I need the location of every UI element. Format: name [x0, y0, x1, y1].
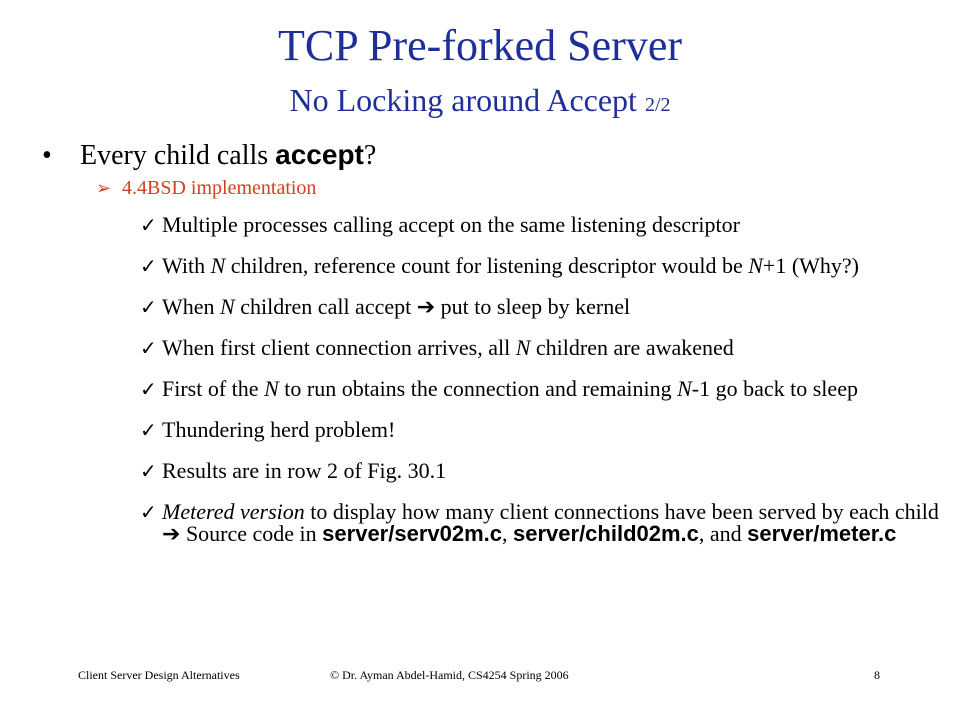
subtitle-part: 2/2 — [644, 94, 671, 116]
bullet-main — [42, 138, 376, 173]
check-list — [140, 214, 950, 564]
checkmark-icon: ✓ — [140, 459, 157, 483]
subtitle-text: No Locking around Accept — [289, 82, 637, 118]
bullet-suffix: ? — [363, 140, 377, 171]
list-item — [140, 255, 950, 277]
list-item — [140, 296, 950, 318]
item-text: With N children, reference count for listening descriptor would be N+1 (Why?) — [162, 253, 859, 278]
checkmark-icon: ✓ — [140, 295, 157, 319]
slide-title: TCP Pre-forked Server — [277, 21, 683, 70]
slide-subtitle — [0, 80, 960, 125]
item-text: When first client connection arrives, all N children are awakened — [162, 335, 734, 360]
checkmark-icon: ✓ — [140, 254, 157, 278]
checkmark-icon: ✓ — [140, 418, 157, 442]
bullet-dot-icon: • — [42, 140, 52, 171]
checkmark-icon: ✓ — [140, 213, 157, 237]
list-item — [140, 214, 950, 236]
list-item — [140, 501, 950, 545]
right-arrow-icon: ➔ — [416, 294, 436, 319]
checkmark-icon: ✓ — [140, 336, 157, 360]
subbullet-label: 4.4BSD implementation — [122, 177, 317, 199]
item-text: When N children call accept ➔ put to sleep by kernel — [162, 294, 631, 319]
item-text: Multiple processes calling accept on the same listening descriptor — [162, 212, 740, 237]
bullet-prefix: Every child calls — [80, 140, 276, 171]
footer-copyright: © Dr. Ayman Abdel-Hamid, CS4254 Spring 2006 — [330, 668, 569, 682]
checkmark-icon: ✓ — [140, 377, 157, 401]
filename: server/serv02m.c — [322, 521, 502, 546]
list-item — [140, 337, 950, 359]
footer-course: Client Server Design Alternatives — [78, 668, 240, 682]
list-item — [140, 378, 950, 400]
subbullet — [96, 175, 316, 201]
right-arrow-icon: ➔ — [162, 521, 181, 546]
arrow-bullet-icon: ➢ — [96, 178, 112, 198]
page-number: 8 — [874, 668, 880, 682]
item-text: Results are in row 2 of Fig. 30.1 — [162, 458, 447, 483]
bullet-keyword: accept — [275, 139, 364, 170]
list-item — [140, 419, 950, 441]
list-item — [140, 460, 950, 482]
checkmark-icon: ✓ — [140, 500, 157, 524]
item-text: Metered version to display how many client connections have been served by each child ➔ Source code in server/serv02m.c, server/child02m.c, and server/meter.c — [162, 499, 939, 546]
filename: server/meter.c — [747, 521, 897, 546]
filename: server/child02m.c — [513, 521, 699, 546]
item-text: Thundering herd problem! — [162, 417, 396, 442]
item-text: First of the N to run obtains the connection and remaining N-1 go back to sleep — [162, 376, 858, 401]
